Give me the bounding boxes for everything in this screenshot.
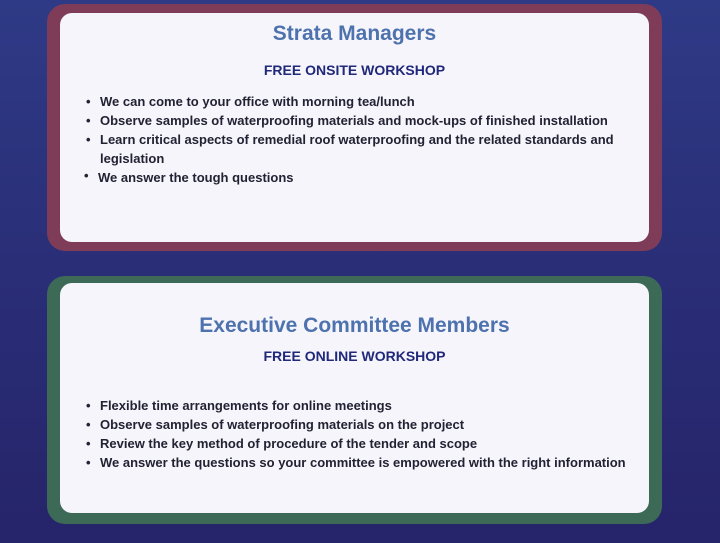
card-subtitle: FREE ONSITE WORKSHOP: [263, 62, 446, 78]
bullet-icon: •: [86, 455, 91, 470]
bullet-icon: •: [84, 168, 89, 183]
card-title: Executive Committee Members: [199, 314, 510, 337]
list-item: [86, 453, 656, 472]
bullet-icon: •: [86, 113, 91, 128]
list-item-text: Review the key method of procedure of the tender and scope: [100, 436, 478, 451]
list-item-text: Learn critical aspects of remedial roof waterproofing and the related standards and legislation: [100, 132, 614, 166]
list-item-text: We answer the questions so your committee is empowered with the right information: [100, 455, 626, 470]
list-item: [86, 111, 641, 130]
list-item: [86, 434, 656, 453]
list-item: [86, 168, 641, 187]
bullet-icon: •: [86, 436, 91, 451]
executive-committee-card: [60, 283, 649, 513]
bullet-icon: •: [86, 132, 91, 147]
list-item-text: We can come to your office with morning tea/lunch: [100, 94, 415, 109]
list-item: [86, 396, 656, 415]
bullet-icon: •: [86, 94, 91, 109]
list-item: [86, 130, 641, 168]
card-title: Strata Managers: [272, 22, 437, 45]
list-item: [86, 415, 656, 434]
bullet-icon: •: [86, 417, 91, 432]
bullet-icon: •: [86, 398, 91, 413]
card-subtitle: FREE ONLINE WORKSHOP: [263, 348, 446, 364]
list-item-text: Observe samples of waterproofing materials and mock-ups of finished installation: [100, 113, 608, 128]
list-item-text: Flexible time arrangements for online meetings: [100, 398, 392, 413]
strata-managers-card: [60, 13, 649, 242]
feature-list: [86, 92, 641, 187]
list-item: [86, 92, 641, 111]
feature-list: [86, 396, 656, 472]
list-item-text: We answer the tough questions: [98, 170, 294, 185]
list-item-text: Observe samples of waterproofing materials on the project: [100, 417, 465, 432]
